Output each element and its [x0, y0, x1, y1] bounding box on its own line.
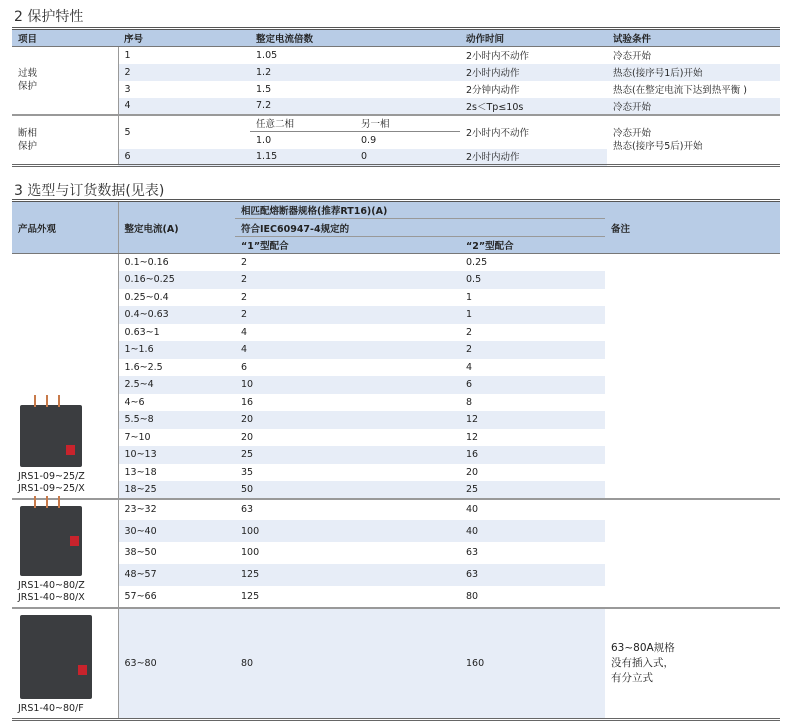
cell-current: 7~10: [124, 431, 151, 443]
product-cell: [12, 499, 118, 608]
terminal-pin: [46, 496, 48, 508]
model-label: JRS1-40~80/Z JRS1-40~80/X: [18, 579, 85, 603]
header-type2: “2”型配合: [460, 236, 605, 253]
row-other-phase: 0.9: [361, 134, 377, 146]
table-row: [12, 254, 780, 272]
cell-type2: 1: [466, 291, 473, 303]
model-label: JRS1-40~80/F: [18, 702, 84, 714]
cell-type2: 160: [460, 608, 605, 720]
cell-current: 38~50: [124, 547, 157, 559]
cell-current: 57~66: [124, 590, 157, 602]
cell-type2: 0.25: [466, 257, 488, 268]
table-header: [12, 29, 780, 47]
group-phase-loss: 断相 保护: [12, 115, 118, 166]
relay-product-image: [20, 615, 92, 699]
remark-cell: [605, 254, 780, 499]
header-no: 序号: [118, 29, 250, 47]
cell-type1: 16: [241, 396, 254, 408]
row-condition: 热态(在整定电流下达到热平衡 ): [613, 85, 747, 96]
model-label: JRS1-09~25/Z JRS1-09~25/X: [18, 470, 85, 494]
table-row: [12, 98, 780, 115]
cell-type2: 2: [466, 326, 473, 338]
relay-product-image: [20, 405, 82, 467]
cell-current: 2.5~4: [118, 376, 235, 394]
cell-current: 1~1.6: [118, 341, 235, 359]
cell-type2: 4: [466, 361, 473, 373]
cell-current: 48~57: [118, 564, 235, 586]
cell-current: 18~25: [118, 481, 235, 499]
cell-type1: 100: [235, 520, 460, 542]
header-item: 项目: [12, 29, 118, 47]
section-title-protection: 2 保护特性: [14, 9, 84, 25]
row-condition: 冷态开始 热态(接序号5后)开始: [607, 115, 780, 166]
cell-type1: 100: [241, 547, 260, 559]
cell-type1: 2: [241, 257, 248, 268]
cell-current: 5.5~8: [118, 411, 235, 429]
selection-table: [12, 199, 780, 721]
cell-current: 1.6~2.5: [124, 361, 163, 373]
protection-table: [12, 27, 780, 167]
row-multiple: 1.2: [250, 64, 460, 81]
header-remark: 备注: [605, 201, 780, 254]
row-condition: 冷态开始: [607, 98, 780, 115]
row-no: 3: [124, 83, 131, 95]
relay-product-image: [20, 506, 82, 576]
cell-type1: 4: [235, 341, 460, 359]
row-time: 2小时内不动作: [466, 51, 530, 63]
cell-type2: 63: [460, 564, 605, 586]
table-row: [12, 47, 780, 64]
cell-type2: 16: [460, 446, 605, 464]
row-no: 4: [118, 98, 250, 115]
sub-header-two-phase: 任意二相: [250, 115, 355, 132]
header-product: 产品外观: [12, 201, 118, 254]
row-time: 2小时内不动作: [460, 115, 607, 149]
remark-cell: [605, 499, 780, 608]
row-time: 2小时内动作: [460, 64, 607, 81]
cell-current: 0.4~0.63: [118, 306, 235, 324]
cell-type2: 40: [460, 520, 605, 542]
row-condition: 热态(接序号1后)开始: [607, 64, 780, 81]
cell-type1: 25: [235, 446, 460, 464]
row-time: 2s＜Tp≤10s: [460, 98, 607, 115]
cell-type1: 4: [241, 326, 248, 338]
cell-type1: 125: [235, 564, 460, 586]
table-row: [12, 499, 780, 521]
cell-current: 4~6: [124, 396, 145, 408]
header-multiple: 整定电流倍数: [250, 29, 460, 47]
cell-type2: 1: [460, 306, 605, 324]
row-no: 5: [118, 115, 250, 149]
cell-type1: 63: [241, 504, 254, 516]
cell-current: 0.63~1: [124, 326, 160, 338]
table-row: [12, 81, 780, 98]
cell-current: 63~80: [118, 608, 235, 720]
cell-current: 13~18: [124, 466, 157, 478]
cell-current: 0.25~0.4: [124, 291, 169, 303]
cell-type1: 50: [235, 481, 460, 499]
cell-current: 30~40: [118, 520, 235, 542]
row-time: 2小时内动作: [460, 149, 607, 166]
terminal-pin: [58, 395, 60, 407]
row-a: 1.15: [250, 149, 355, 166]
row-b: 0: [355, 149, 460, 166]
cell-current: 0.1~0.16: [124, 257, 169, 268]
terminal-pin: [58, 496, 60, 508]
cell-type2: 20: [466, 466, 479, 478]
cell-current: 10~13: [118, 446, 235, 464]
header-iec: 符合IEC60947-4规定的: [235, 219, 605, 236]
row-time: 2分钟内动作: [466, 85, 520, 96]
product-cell: [12, 254, 118, 499]
cell-type1: 125: [241, 590, 260, 602]
cell-type2: 8: [466, 396, 473, 408]
cell-type1: 10: [235, 376, 460, 394]
cell-type1: 2: [235, 306, 460, 324]
row-no: 2: [118, 64, 250, 81]
cell-type1: 20: [235, 411, 460, 429]
table-row: [12, 64, 780, 81]
cell-current: 0.16~0.25: [118, 271, 235, 289]
table-row: [12, 608, 780, 720]
cell-type2: 80: [466, 590, 479, 602]
cell-type1: 20: [241, 431, 254, 443]
row-two-phase: 1.0: [256, 134, 272, 146]
row-multiple: 7.2: [250, 98, 460, 115]
reset-button: [70, 536, 79, 546]
cell-type1: 80: [235, 608, 460, 720]
cell-type2: 12: [460, 411, 605, 429]
product-cell: [12, 608, 118, 720]
header-current: 整定电流(A): [118, 201, 235, 254]
row-multiple: 1.05: [256, 49, 278, 61]
sub-header-other-phase: 另一相: [355, 115, 460, 132]
group-overload: 过载 保护: [12, 47, 118, 115]
row-no: 1: [124, 49, 131, 61]
cell-type2: 12: [466, 431, 479, 443]
cell-type2: 25: [460, 481, 605, 499]
cell-type1: 35: [241, 466, 254, 478]
section-title-selection: 3 选型与订货数据(见表): [14, 183, 165, 199]
header-time: 动作时间: [460, 29, 607, 47]
cell-type1: 2: [241, 291, 248, 303]
reset-button: [78, 665, 87, 675]
header-condition: 试验条件: [607, 29, 780, 47]
terminal-pin: [34, 395, 36, 407]
cell-type1: 6: [241, 361, 248, 373]
cell-type2: 6: [460, 376, 605, 394]
cell-type1: 2: [235, 271, 460, 289]
terminal-pin: [46, 395, 48, 407]
terminal-pin: [34, 496, 36, 508]
cell-type2: 40: [466, 504, 479, 516]
cell-type2: 0.5: [460, 271, 605, 289]
row-condition: 冷态开始: [613, 51, 652, 63]
remark-cell: 63~80A规格 没有插入式， 有分立式: [605, 608, 780, 720]
header-type1: “1”型配合: [235, 236, 460, 253]
cell-type2: 2: [460, 341, 605, 359]
cell-current: 23~32: [124, 504, 157, 516]
table-row: [12, 115, 780, 132]
reset-button: [66, 445, 75, 455]
row-multiple: 1.5: [256, 83, 272, 95]
row-no: 6: [118, 149, 250, 166]
header-fuse: 相匹配熔断器规格(推荐RT16)(A): [235, 201, 605, 219]
cell-type2: 63: [466, 547, 479, 559]
